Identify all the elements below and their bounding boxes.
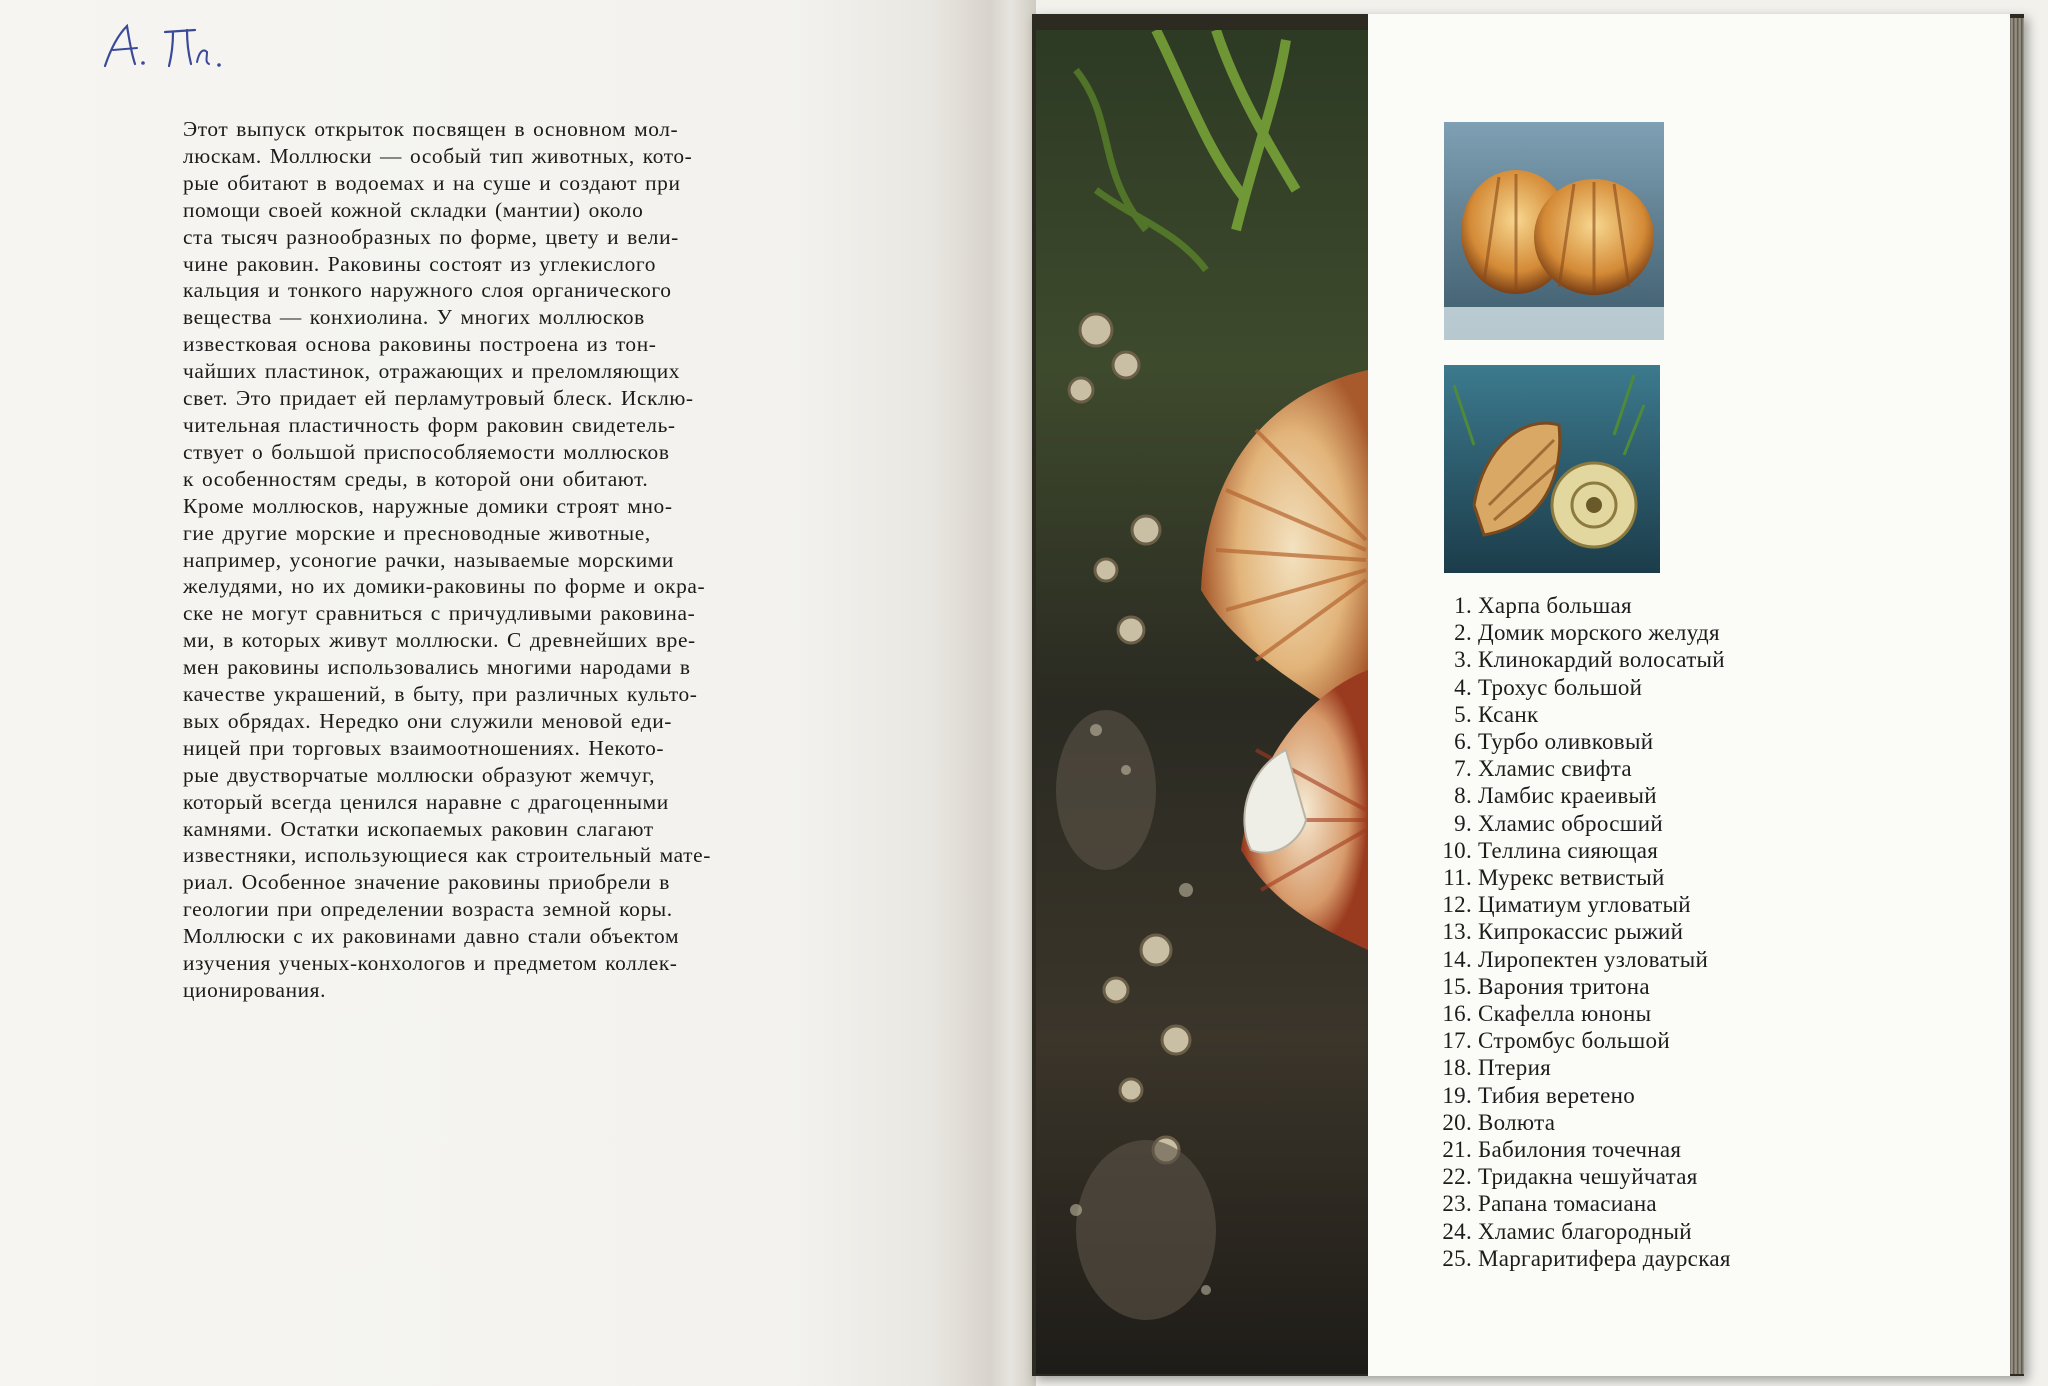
item-name: Домик морского желудя (1478, 620, 1720, 646)
item-name: Стромбус большой (1478, 1028, 1670, 1054)
item-name: Варония тритона (1478, 973, 1650, 999)
intro-text: Этот выпуск открыток посвящен в основном мол- люскам. Моллюски — особый тип животных, кото- рые обитают в водоемах и на суше и создают при помощи своей кожной складки (мантии) около ста тысяч разнообразных по форме, цвету и вели- чине раковин. Раковины состоят из углекислого кальция и тонкого наружного слоя органического вещества — конхиолина. У многих моллюсков известковая основа раковины построена из тон- чайших пластинок, отражающих и преломляющих свет. Это придает ей перламутровый блеск. Исклю- чительная пластичность форм раковин свидетель- ствует о большой приспособляемости моллюсков к особенностям среды, в которой они обитают. Кроме моллюсков, наружные домики строят мно- гие другие морские и пресноводные животные, например, усоногие рачки, называемые морскими желудями, но их домики-раковины по форме и окра- ске не могут сравниться с причудливыми раковина- ми, в которых живут моллюски. С древнейших вре- мен раковины использовались многими народами в качестве украшений, в быту, при различных культо- вых обрядах. Нередко они служили меновой еди- ницей при торговых взаимоотношениях. Некото- рые двустворчатые моллюски образуют жемчуг, который всегда ценился наравне с драгоценными камнями. Остатки ископаемых раковин слагают известняки, использующиеся как строительный мате- риал. Особенное значение раковины приобрели в геологии при определении возраста земной коры. Моллюски с их раковинами давно стали объектом изучения ученых-конхологов и предметом коллек- ционирования. (183, 117, 711, 1002)
species-list (1424, 592, 1731, 1272)
item-name: Тибия веретено (1478, 1082, 1636, 1108)
list-item (1424, 837, 1731, 864)
item-name: Хламис свифта (1478, 756, 1632, 782)
list-item (1424, 918, 1731, 945)
item-name: Клинокардий волосатый (1478, 647, 1725, 673)
item-name: Ксанк (1478, 701, 1539, 727)
item-number: 4. (1454, 674, 1472, 700)
item-number: 24. (1442, 1218, 1472, 1244)
list-item (1424, 646, 1731, 673)
list-item (1424, 1163, 1731, 1190)
item-name: Тридакна чешуйчатая (1478, 1164, 1698, 1190)
item-number: 16. (1442, 1001, 1472, 1027)
item-name: Бабилония точечная (1478, 1137, 1682, 1163)
list-item (1424, 1136, 1731, 1163)
list-item (1424, 592, 1731, 619)
item-number: 13. (1442, 919, 1472, 945)
item-name: Маргаритифера даурская (1478, 1245, 1731, 1271)
list-item (1424, 1245, 1731, 1272)
item-number: 17. (1442, 1028, 1472, 1054)
list-item (1424, 946, 1731, 973)
item-name: Ламбис краеивый (1478, 783, 1657, 809)
handwritten-signature (95, 18, 255, 78)
item-name: Хламис благородный (1478, 1218, 1692, 1244)
item-name: Циматиум угловатый (1478, 892, 1691, 918)
list-item (1424, 1218, 1731, 1245)
list-item (1424, 1000, 1731, 1027)
item-number: 19. (1442, 1082, 1472, 1108)
item-name: Трохус большой (1478, 674, 1643, 700)
item-number: 25. (1442, 1245, 1472, 1271)
thumbnail-cockle-shells (1444, 122, 1664, 340)
item-number: 21. (1442, 1137, 1472, 1163)
item-name: Лиропектен узловатый (1478, 946, 1709, 972)
item-name: Харпа большая (1478, 593, 1632, 618)
item-name: Скафелла юноны (1478, 1001, 1652, 1027)
list-item (1424, 701, 1731, 728)
cover-photo-shells (1036, 30, 1368, 1374)
item-number: 8. (1454, 783, 1472, 809)
item-name: Теллина сияющая (1478, 837, 1659, 863)
item-number: 18. (1442, 1055, 1472, 1081)
left-page (0, 0, 990, 1386)
item-number: 1. (1454, 593, 1472, 618)
item-number: 11. (1443, 865, 1472, 891)
list-item (1424, 810, 1731, 837)
book-gutter (990, 0, 1036, 1386)
list-item (1424, 1190, 1731, 1217)
item-number: 6. (1454, 729, 1472, 755)
list-item (1424, 891, 1731, 918)
postcard-stack-edge (2010, 18, 2024, 1374)
item-number: 14. (1442, 946, 1472, 972)
list-item (1424, 1109, 1731, 1136)
item-number: 22. (1442, 1164, 1472, 1190)
item-number: 23. (1442, 1191, 1472, 1217)
list-item (1424, 1082, 1731, 1109)
list-item (1424, 1054, 1731, 1081)
item-name: Рапана томасиана (1478, 1191, 1657, 1217)
list-item (1424, 674, 1731, 701)
item-name: Хламис обросший (1478, 810, 1663, 836)
item-number: 12. (1442, 892, 1472, 918)
list-item (1424, 728, 1731, 755)
item-name: Мурекс ветвистый (1478, 865, 1665, 891)
item-name: Птерия (1478, 1055, 1552, 1081)
item-number: 3. (1454, 647, 1472, 673)
item-number: 10. (1442, 837, 1472, 863)
item-number: 9. (1454, 810, 1472, 836)
item-name: Волюта (1478, 1109, 1556, 1135)
list-item (1424, 973, 1731, 1000)
item-number: 20. (1442, 1109, 1472, 1135)
list-item (1424, 755, 1731, 782)
item-name: Кипрокассис рыжий (1478, 919, 1684, 945)
list-item (1424, 864, 1731, 891)
thumbnail-trochus-shells (1444, 365, 1660, 573)
item-name: Турбо оливковый (1478, 729, 1654, 755)
item-number: 2. (1454, 620, 1472, 646)
list-item (1424, 619, 1731, 646)
item-number: 5. (1454, 701, 1472, 727)
item-number: 15. (1442, 973, 1472, 999)
item-number: 7. (1454, 756, 1472, 782)
list-item (1424, 782, 1731, 809)
list-item (1424, 1027, 1731, 1054)
